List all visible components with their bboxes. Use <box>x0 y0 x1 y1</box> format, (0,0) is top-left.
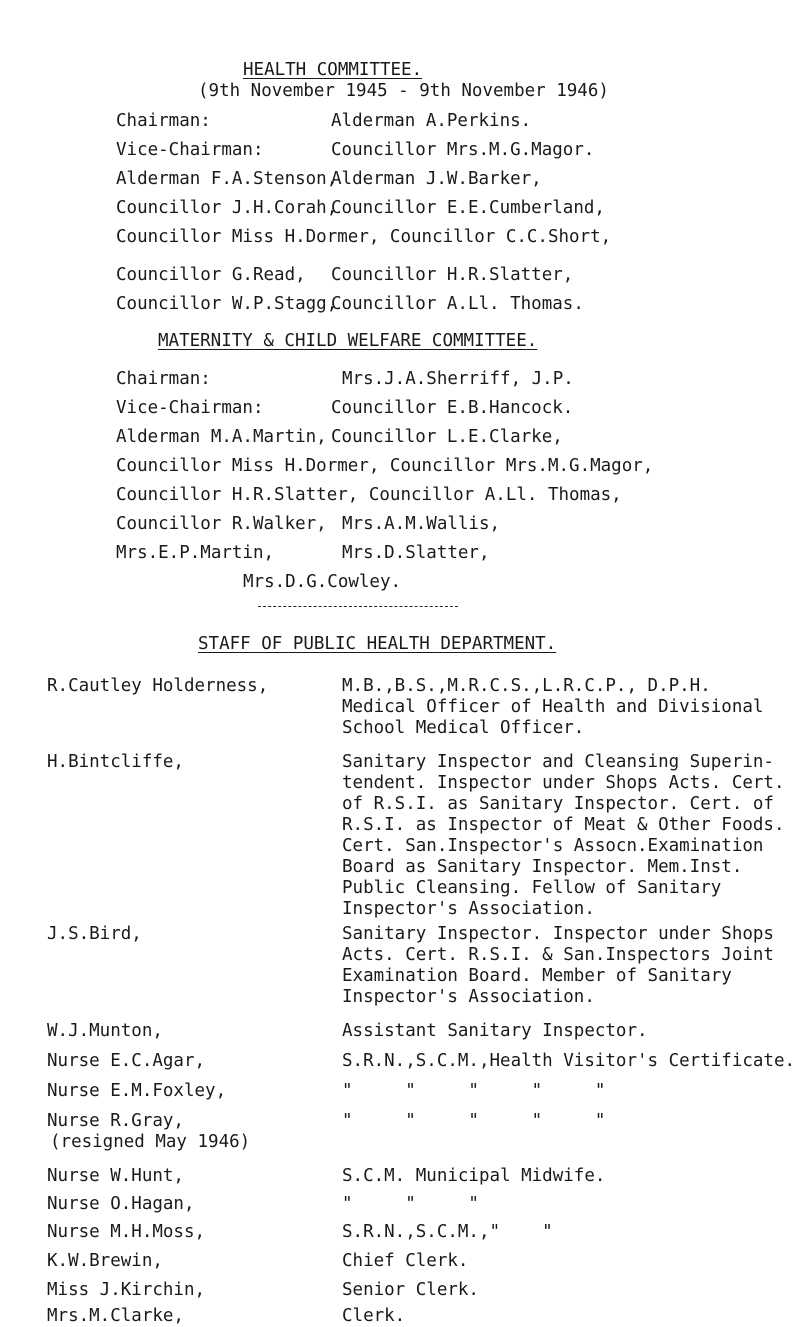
health-vice-label: Vice-Chairman: <box>116 140 264 160</box>
staff-desc: Senior Clerk. <box>342 1280 479 1300</box>
health-member: Councillor Miss H.Dormer, Councillor C.C.Short, <box>116 227 612 247</box>
health-member: Councillor W.P.Stagg, <box>116 294 338 314</box>
staff-desc: R.S.I. as Inspector of Meat & Other Foods. <box>342 815 785 835</box>
staff-desc: S.C.M. Municipal Midwife. <box>342 1166 606 1186</box>
health-vice: Councillor Mrs.M.G.Magor. <box>331 140 595 160</box>
staff-name-note: (resigned May 1946) <box>50 1132 251 1152</box>
staff-desc: Public Cleansing. Fellow of Sanitary <box>342 878 722 898</box>
staff-desc: M.B.,B.S.,M.R.C.S.,L.R.C.P., D.P.H. <box>342 676 711 696</box>
health-member: Councillor A.Ll. Thomas. <box>331 294 584 314</box>
maternity-member: Councillor H.R.Slatter, Councillor A.Ll. Thomas, <box>116 485 622 505</box>
staff-desc: tendent. Inspector under Shops Acts. Cert. <box>342 773 785 793</box>
staff-desc: S.R.N.,S.C.M.,Health Visitor's Certificate. <box>342 1051 796 1071</box>
maternity-chairman: Mrs.J.A.Sherriff, J.P. <box>342 369 574 389</box>
staff-name: H.Bintcliffe, <box>47 752 184 772</box>
maternity-member: Mrs.E.P.Martin, <box>116 543 275 563</box>
staff-heading: STAFF OF PUBLIC HEALTH DEPARTMENT. <box>198 634 557 654</box>
staff-desc: Clerk. <box>342 1306 406 1326</box>
maternity-vice-label: Vice-Chairman: <box>116 398 264 418</box>
staff-name: Nurse W.Hunt, <box>47 1166 184 1186</box>
section-divider <box>258 606 458 607</box>
maternity-member: Mrs.A.M.Wallis, <box>342 514 501 534</box>
health-member: Councillor J.H.Corah, <box>116 198 338 218</box>
maternity-chairman-label: Chairman: <box>116 369 211 389</box>
maternity-member: Mrs.D.Slatter, <box>342 543 490 563</box>
staff-desc: School Medical Officer. <box>342 718 585 738</box>
staff-desc: of R.S.I. as Sanitary Inspector. Cert. of <box>342 794 774 814</box>
staff-name: K.W.Brewin, <box>47 1251 163 1271</box>
staff-name: Nurse E.M.Foxley, <box>47 1081 227 1101</box>
maternity-member: Alderman M.A.Martin, <box>116 427 327 447</box>
staff-desc: Inspector's Association. <box>342 987 595 1007</box>
staff-name: W.J.Munton, <box>47 1021 163 1041</box>
staff-desc: Cert. San.Inspector's Assocn.Examination <box>342 836 764 856</box>
staff-desc: Sanitary Inspector and Cleansing Superin- <box>342 752 774 772</box>
staff-name: R.Cautley Holderness, <box>47 676 269 696</box>
health-member: Alderman J.W.Barker, <box>331 169 542 189</box>
maternity-member: Mrs.D.G.Cowley. <box>243 572 402 592</box>
health-member: Councillor E.E.Cumberland, <box>331 198 605 218</box>
staff-desc: Medical Officer of Health and Divisional <box>342 697 764 717</box>
health-member: Councillor H.R.Slatter, <box>331 265 574 285</box>
maternity-committee-heading: MATERNITY & CHILD WELFARE COMMITTEE. <box>158 331 538 351</box>
staff-desc: " " " " " <box>342 1081 606 1101</box>
staff-name: J.S.Bird, <box>47 924 142 944</box>
maternity-member: Councillor L.E.Clarke, <box>331 427 563 447</box>
staff-desc: Assistant Sanitary Inspector. <box>342 1021 648 1041</box>
staff-name: Miss J.Kirchin, <box>47 1280 206 1300</box>
staff-desc: Board as Sanitary Inspector. Mem.Inst. <box>342 857 743 877</box>
staff-desc: Examination Board. Member of Sanitary <box>342 966 732 986</box>
staff-name: Nurse M.H.Moss, <box>47 1222 206 1242</box>
staff-desc: " " " <box>342 1194 479 1214</box>
health-chairman-label: Chairman: <box>116 111 211 131</box>
staff-name: Mrs.M.Clarke, <box>47 1306 184 1326</box>
maternity-member: Councillor R.Walker, <box>116 514 327 534</box>
staff-desc: " " " " " <box>342 1111 606 1131</box>
staff-desc: Acts. Cert. R.S.I. & San.Inspectors Joint <box>342 945 774 965</box>
maternity-member: Councillor Miss H.Dormer, Councillor Mrs.M.G.Magor, <box>116 456 654 476</box>
health-member: Councillor G.Read, <box>116 265 306 285</box>
staff-desc: Inspector's Association. <box>342 899 595 919</box>
staff-name: Nurse E.C.Agar, <box>47 1051 206 1071</box>
staff-desc: Chief Clerk. <box>342 1251 469 1271</box>
maternity-vice: Councillor E.B.Hancock. <box>331 398 574 418</box>
health-chairman: Alderman A.Perkins. <box>331 111 532 131</box>
staff-name: Nurse R.Gray, <box>47 1111 184 1131</box>
staff-desc: S.R.N.,S.C.M.," " <box>342 1222 553 1242</box>
health-member: Alderman F.A.Stenson, <box>116 169 338 189</box>
staff-desc: Sanitary Inspector. Inspector under Shops <box>342 924 774 944</box>
health-committee-period: (9th November 1945 - 9th November 1946) <box>198 81 609 101</box>
health-committee-heading: HEALTH COMMITTEE. <box>243 60 423 80</box>
staff-name: Nurse O.Hagan, <box>47 1194 195 1214</box>
